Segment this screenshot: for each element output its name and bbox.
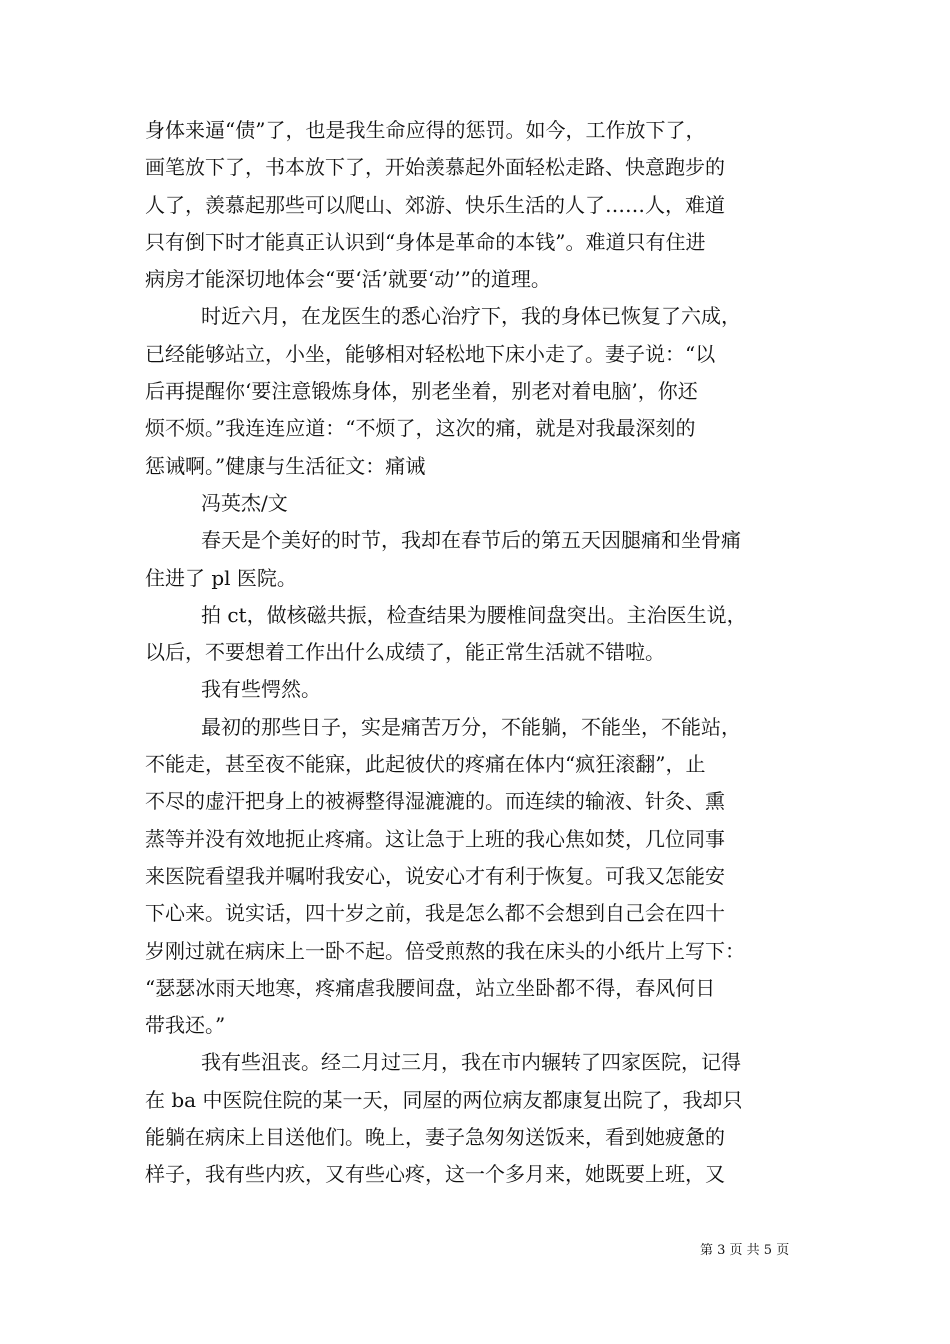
text-line: 只有倒下时才能真正认识到“身体是革命的本钱”。难道只有住进 <box>145 229 706 254</box>
text-line: 蒸等并没有效地扼止疼痛。这让急于上班的我心焦如焚，几位同事 <box>145 826 725 851</box>
text-line: “瑟瑟冰雨天地寒，疼痛虐我腰间盘，站立坐卧都不得，春风何日 <box>145 975 716 1000</box>
text-line: 下心来。说实话，四十岁之前，我是怎么都不会想到自己会在四十 <box>145 901 725 926</box>
text-line: 带我还。” <box>145 1013 226 1038</box>
text-line: 来医院看望我并嘱咐我安心，说安心才有利于恢复。可我又怎能安 <box>145 863 725 888</box>
text-line: 时近六月，在龙医生的悉心治疗下，我的身体已恢复了六成， <box>201 304 741 329</box>
text-line: 我有些愕然。 <box>201 677 321 702</box>
text-line: 人了，羡慕起那些可以爬山、郊游、快乐生活的人了……人，难道 <box>145 192 725 217</box>
text-line: 身体来逼“债”了，也是我生命应得的惩罚。如今，工作放下了， <box>145 118 706 142</box>
text-line: 不能走，甚至夜不能寐，此起彼伏的疼痛在体内“疯狂滚翻”，止 <box>145 752 706 777</box>
text-line: 春天是个美好的时节，我却在春节后的第五天因腿痛和坐骨痛 <box>201 528 741 553</box>
text-line: 惩诫啊。”健康与生活征文：痛诫 <box>145 453 426 478</box>
text-line: 住进了 pl 医院。 <box>145 565 297 590</box>
text-line: 已经能够站立，小坐，能够相对轻松地下床小走了。妻子说：“以 <box>145 341 716 366</box>
text-line: 能躺在病床上目送他们。晚上，妻子急匆匆送饭来，看到她疲惫的 <box>145 1125 725 1150</box>
page-number: 第 3 页 共 5 页 <box>700 1243 790 1258</box>
text-line: 后再提醒你‘要注意锻炼身体，别老坐着，别老对着电脑’，你还 <box>145 379 698 404</box>
text-line: 不尽的虚汗把身上的被褥整得湿漉漉的。而连续的输液、针灸、熏 <box>145 789 725 814</box>
text-line: 我有些沮丧。经二月过三月，我在市内辗转了四家医院，记得 <box>201 1050 741 1075</box>
text-line: 岁刚过就在病床上一卧不起。倍受煎熬的我在床头的小纸片上写下： <box>145 938 745 963</box>
text-line: 在 ba 中医院住院的某一天，同屋的两位病友都康复出院了，我却只 <box>145 1087 743 1112</box>
text-line: 最初的那些日子，实是痛苦万分，不能躺，不能坐，不能站， <box>201 714 741 739</box>
text-line: 病房才能深切地体会“要‘活’就要‘动’”的道理。 <box>145 267 551 292</box>
document-body <box>145 112 815 1194</box>
text-line: 以后，不要想着工作出什么成绩了，能正常生活就不错啦。 <box>145 640 665 665</box>
text-line: 样子，我有些内疚，又有些心疼，这一个多月来，她既要上班，又 <box>145 1162 725 1187</box>
text-line: 画笔放下了，书本放下了，开始羡慕起外面轻松走路、快意跑步的 <box>145 155 725 180</box>
text-line: 烦不烦。”我连连应道：“不烦了，这次的痛，就是对我最深刻的 <box>145 416 696 441</box>
text-line: 拍 ct，做核磁共振，检查结果为腰椎间盘突出。主治医生说， <box>201 602 747 627</box>
text-line: 冯英杰/文 <box>201 490 288 515</box>
